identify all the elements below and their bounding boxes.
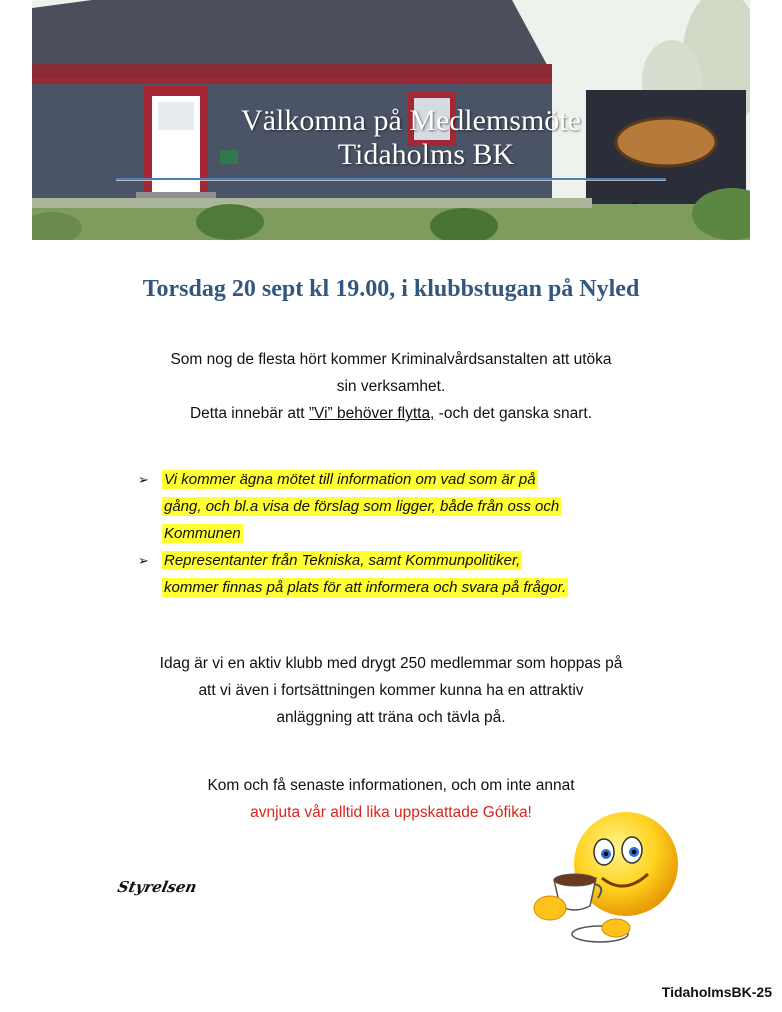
header-title-line2: Tidaholms BK [337, 138, 515, 171]
header-title-line1: Välkomna på Medlemsmöte [241, 104, 581, 137]
club-line3: anläggning att träna och tävla på. [276, 709, 506, 726]
invitation-line1: Kom och få senaste informationen, och om inte annat [207, 777, 575, 794]
intro-line3-after: -och det ganska snart. [434, 405, 593, 422]
footer-reference: TidaholmsBK-25 [661, 984, 772, 1000]
coffee-smiley-icon [524, 810, 694, 950]
intro-line3-before: Detta innebär att [189, 405, 309, 422]
invitation-line2: avnjuta vår alltid lika uppskattade Gófika! [250, 804, 532, 821]
bullet-item-1 [138, 466, 698, 547]
bullet-2-line2: kommer finnas på plats för att informera och svara på frågor. [164, 579, 567, 596]
arrow-right-icon: ➢ [138, 553, 149, 568]
bullet-list [138, 466, 698, 601]
bullet-1-line1: Vi kommer ägna mötet till information om vad som är på [164, 471, 536, 488]
header-title [32, 104, 750, 172]
club-paragraph [0, 650, 782, 731]
intro-line3 [0, 400, 782, 427]
bullet-2-line1: Representanter från Tekniska, samt Kommunpolitiker, [164, 552, 521, 569]
intro-line1: Som nog de flesta hört kommer Kriminalvårdsanstalten att utöka [170, 351, 612, 368]
club-line2: att vi även i fortsättningen kommer kunna ha en attraktiv [198, 682, 584, 699]
bullet-item-2 [138, 547, 698, 601]
bullet-1-line2: gång, och bl.a visa de förslag som ligger, både från oss och [164, 498, 560, 515]
club-line1: Idag är vi en aktiv klubb med drygt 250 medlemmar som hoppas på [159, 655, 623, 672]
header-rule [116, 178, 666, 180]
event-subheading: Torsdag 20 sept kl 19.00, i klubbstugan på Nyled [142, 276, 640, 302]
bullet-1-line3: Kommunen [164, 525, 241, 542]
intro-line3-underlined: ”Vi” behöver flytta, [308, 405, 435, 422]
signature: Styrelsen [116, 878, 199, 896]
arrow-right-icon: ➢ [138, 472, 149, 487]
header-photo [32, 0, 750, 240]
intro-line2: sin verksamhet. [336, 378, 446, 395]
intro-paragraph [0, 346, 782, 427]
